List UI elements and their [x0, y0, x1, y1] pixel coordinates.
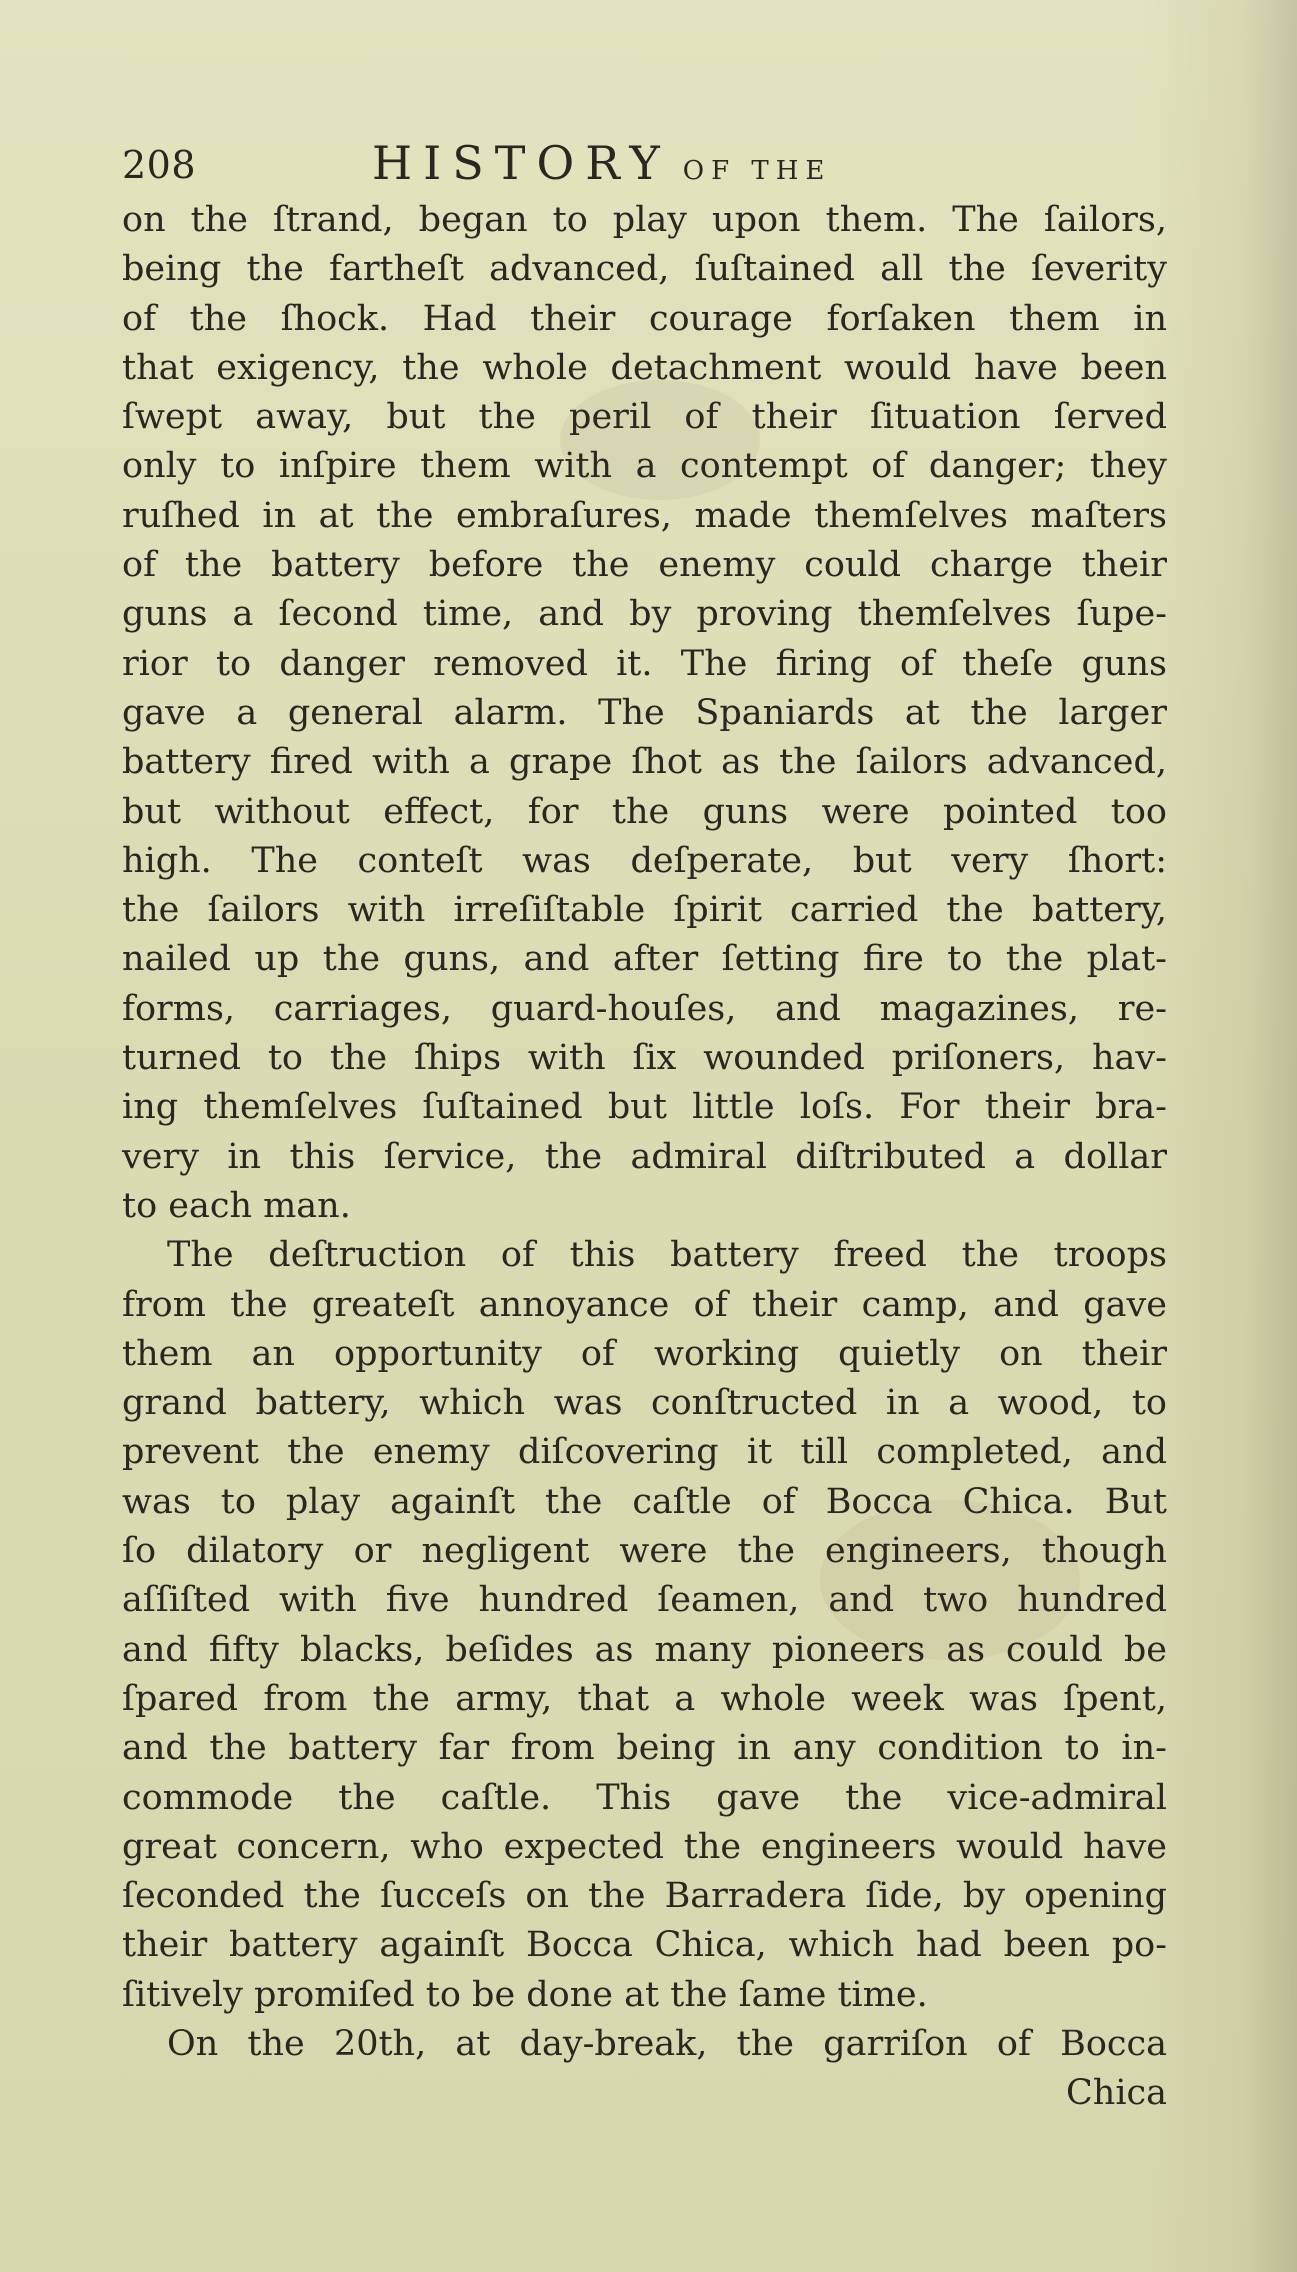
text-line: battery fired with a grape ſhot as the ſailors advanced,: [122, 742, 1167, 783]
text-line: of the ſhock. Had their courage forſaken them in: [122, 298, 1167, 339]
body-text: [122, 196, 1167, 2119]
paragraph-start-line: The deſtruction of this battery freed the troops: [167, 1235, 1167, 1276]
text-line: ing themſelves ſuſtained but little loſs. For their bra-: [122, 1087, 1167, 1128]
text-line: grand battery, which was conſtructed in a wood, to: [122, 1383, 1167, 1424]
paragraph-end-line: to each man.: [122, 1185, 351, 1226]
text-line: ſo dilatory or negligent were the engineers, though: [122, 1531, 1167, 1572]
text-line: the ſailors with irreſiſtable ſpirit carried the battery,: [122, 890, 1167, 931]
text-line: forms, carriages, guard-houſes, and magazines, re-: [122, 988, 1167, 1029]
text-line: ruſhed in at the embraſures, made themſelves maſters: [122, 495, 1167, 536]
text-line: great concern, who expected the engineers would have: [122, 1826, 1167, 1867]
text-line: ſeconded the ſucceſs on the Barradera ſide, by opening: [122, 1876, 1167, 1917]
text-line: and fifty blacks, beſides as many pioneers as could be: [122, 1629, 1167, 1670]
text-line: on the ſtrand, began to play upon them. The ſailors,: [122, 200, 1167, 240]
paragraph-start-line: On the 20th, at day-break, the garriſon of Bocca: [167, 2023, 1167, 2064]
text-line: nailed up the guns, and after ſetting fire to the plat-: [122, 939, 1167, 980]
catchword: Chica: [1066, 2073, 1167, 2114]
text-line: ſwept away, but the peril of their ſituation ſerved: [122, 397, 1167, 438]
text-line: ſpared from the army, that a whole week was ſpent,: [122, 1678, 1167, 1719]
text-line: guns a ſecond time, and by proving themſelves ſupe-: [122, 594, 1167, 635]
running-head-suffix: OF THE: [682, 156, 832, 186]
paragraph-end-line: ſitively promiſed to be done at the ſame time.: [122, 1974, 928, 2015]
text-line: prevent the enemy diſcovering it till completed, and: [122, 1432, 1167, 1473]
text-line: from the greateſt annoyance of their camp, and gave: [122, 1284, 1167, 1325]
page-header: [122, 136, 1042, 196]
running-head-title: HISTORY: [372, 136, 671, 190]
text-line: them an opportunity of working quietly on their: [122, 1333, 1167, 1374]
running-head: [372, 136, 832, 190]
text-line: being the fartheſt advanced, ſuſtained all the ſeverity: [122, 249, 1167, 290]
text-line: of the battery before the enemy could charge their: [122, 545, 1167, 586]
text-line: only to inſpire them with a contempt of danger; they: [122, 446, 1167, 487]
page-number: 208: [122, 143, 197, 187]
text-line: was to play againſt the caſtle of Bocca Chica. But: [122, 1481, 1167, 1522]
text-line: their battery againſt Bocca Chica, which had been po-: [122, 1925, 1167, 1966]
text-line: turned to the ſhips with ſix wounded priſoners, hav-: [122, 1038, 1167, 1079]
text-line: that exigency, the whole detachment would have been: [122, 347, 1167, 388]
text-line: aſſiſted with five hundred ſeamen, and two hundred: [122, 1580, 1167, 1621]
text-line: and the battery far from being in any condition to in-: [122, 1728, 1167, 1769]
text-line: high. The conteſt was deſperate, but very ſhort:: [122, 840, 1167, 881]
text-line: commode the caſtle. This gave the vice-admiral: [122, 1777, 1167, 1818]
text-line: rior to danger removed it. The firing of theſe guns: [122, 643, 1167, 684]
text-line: gave a general alarm. The Spaniards at the larger: [122, 692, 1167, 733]
text-line: but without effect, for the guns were pointed too: [122, 791, 1167, 832]
text-line: very in this ſervice, the admiral diſtributed a dollar: [122, 1136, 1167, 1177]
